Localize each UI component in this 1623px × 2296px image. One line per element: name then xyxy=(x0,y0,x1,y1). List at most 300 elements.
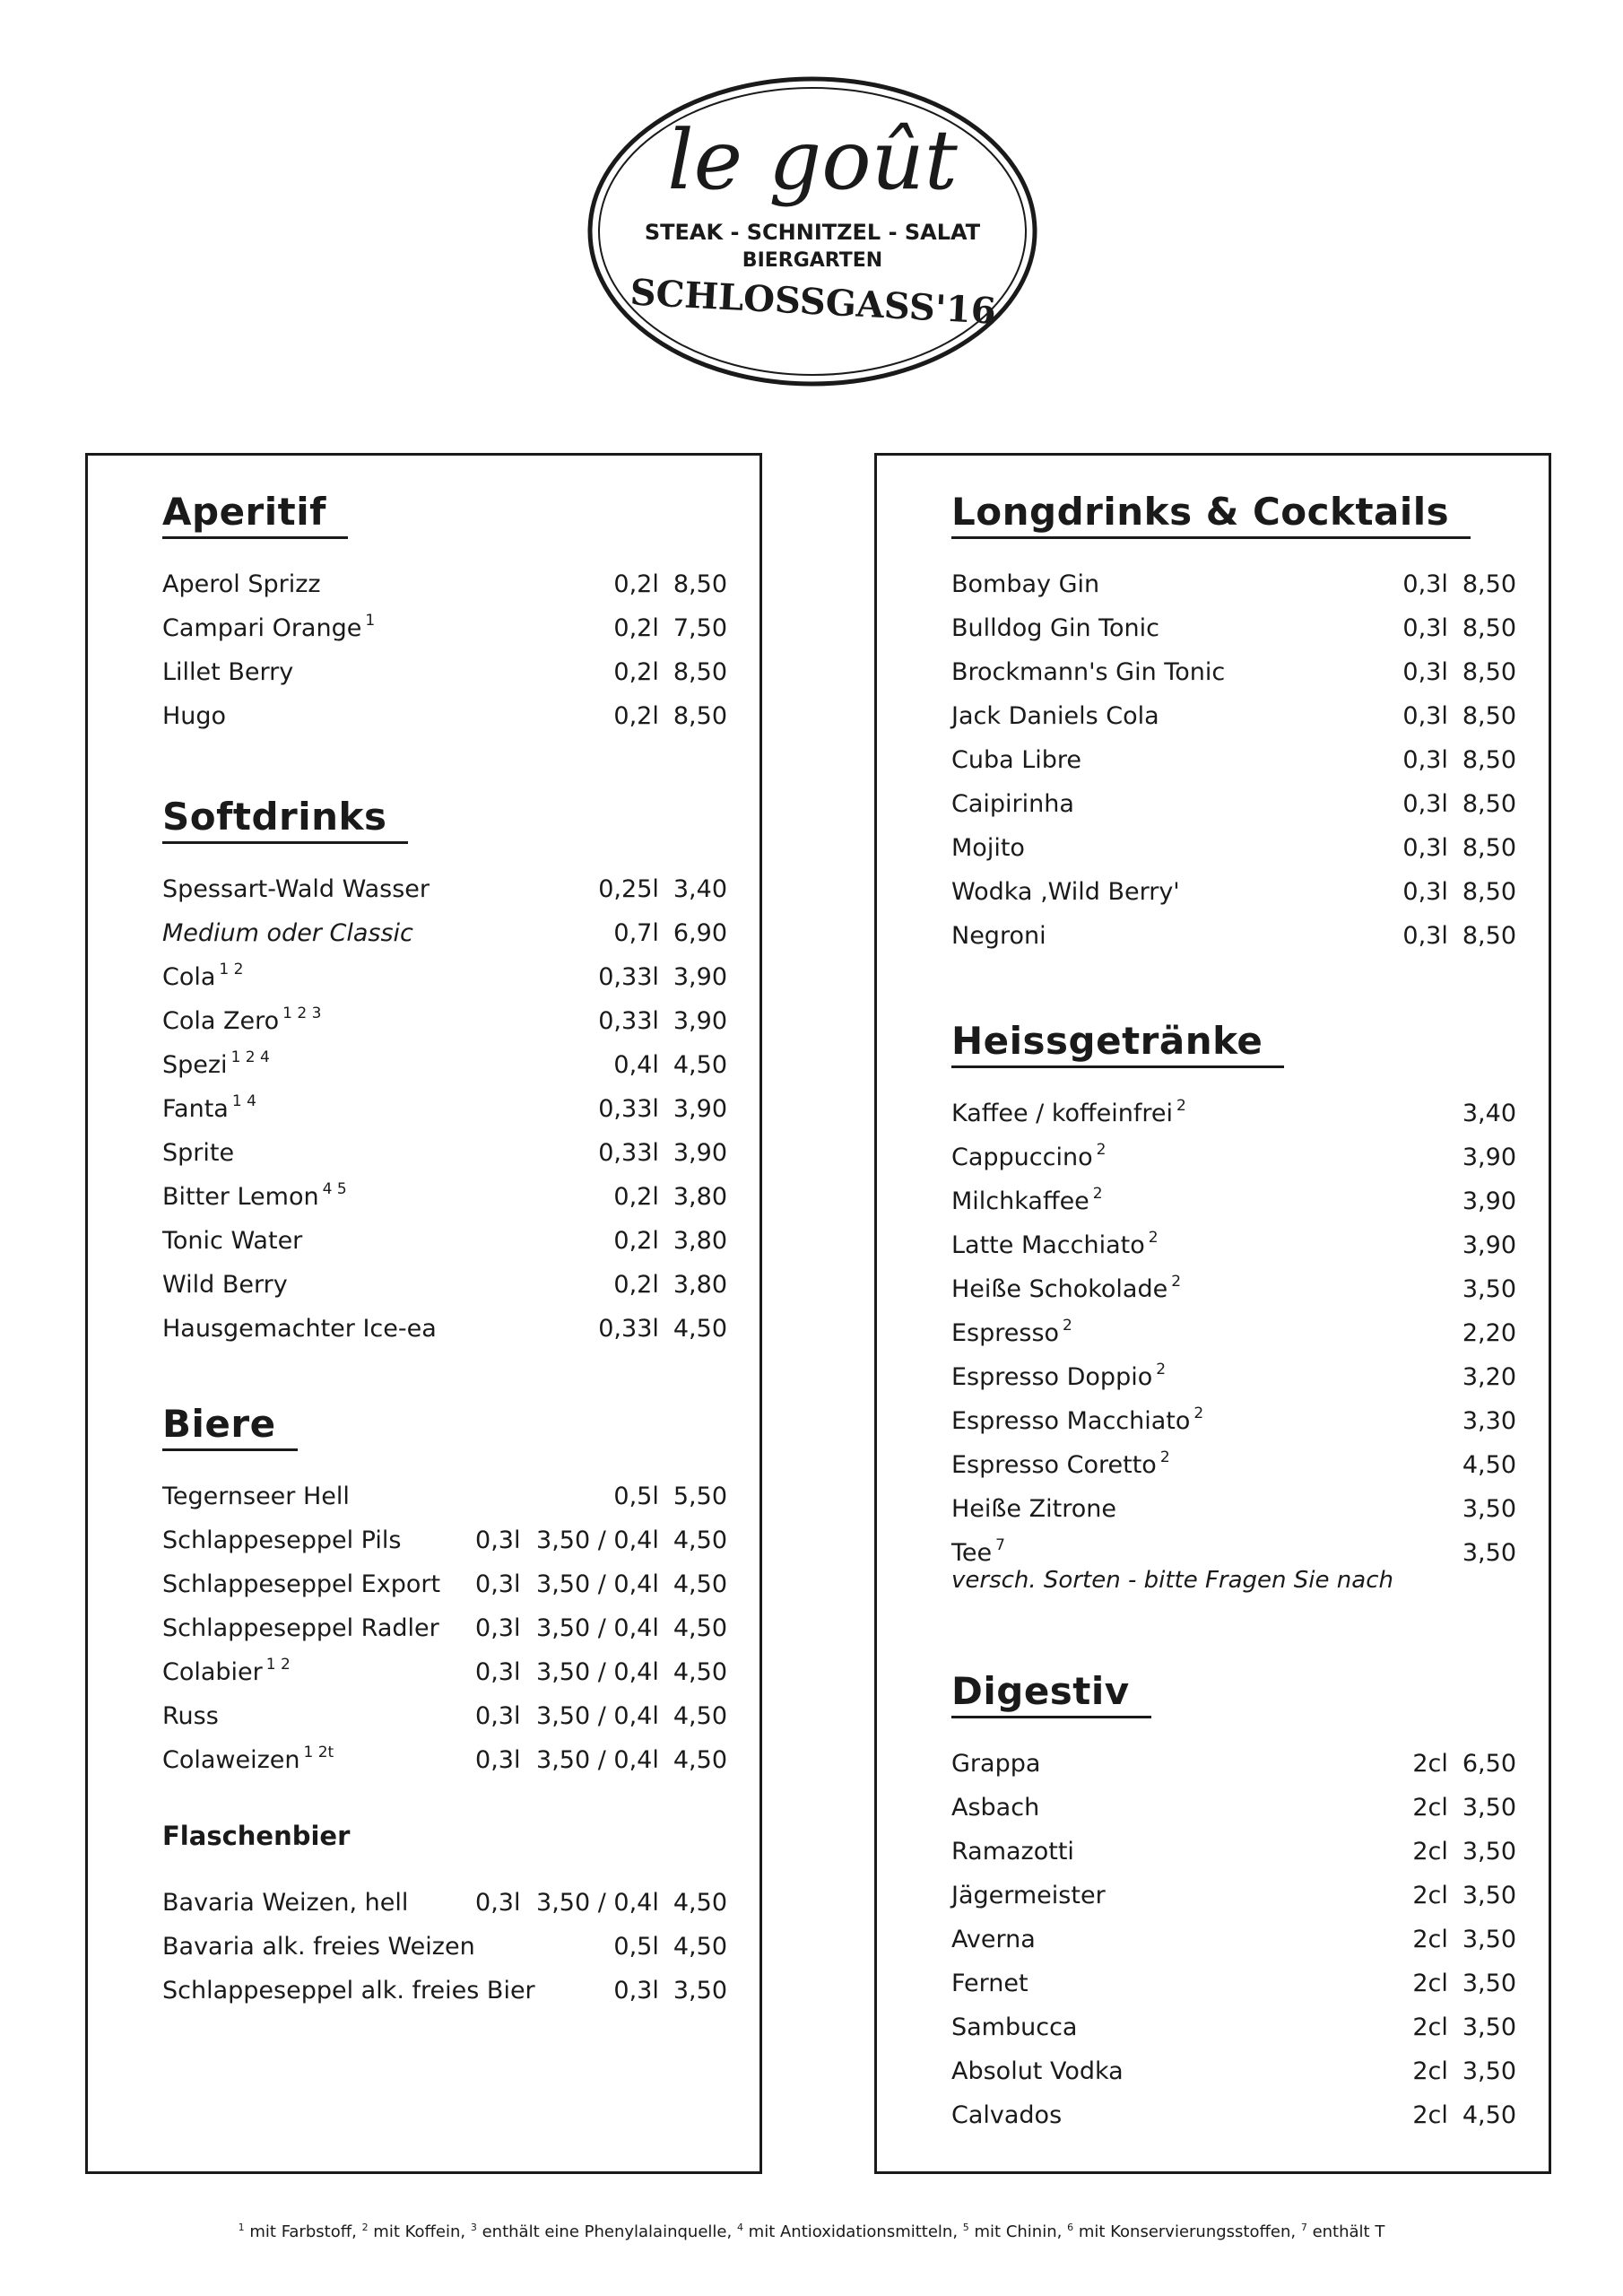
menu-item-row xyxy=(162,1925,727,1969)
item-price: 3,90 xyxy=(1462,1231,1516,1259)
item-price: 3,50 xyxy=(1462,2057,1516,2085)
item-size: 0,3l xyxy=(475,1889,521,1917)
item-price-group xyxy=(1462,1091,1516,1135)
item-size: 0,2l xyxy=(613,614,659,642)
allergen-marker: 2 xyxy=(1063,1317,1072,1335)
item-list xyxy=(951,1742,1516,2137)
item-name xyxy=(951,2049,1124,2093)
item-size-price-pair xyxy=(475,1518,673,1562)
item-size: 0,3l xyxy=(1402,614,1448,642)
item-price: 4,50 xyxy=(673,1570,727,1598)
item-price: 8,50 xyxy=(1462,570,1516,598)
menu-item-row xyxy=(951,826,1516,870)
allergen-marker: 2 xyxy=(1092,1185,1103,1203)
menu-item-row xyxy=(162,606,727,650)
item-price-group xyxy=(1367,1874,1516,1918)
item-name xyxy=(162,1650,291,1694)
item-price-group xyxy=(578,694,727,738)
item-price: 8,50 xyxy=(1462,614,1516,642)
section-title: Biere xyxy=(162,1402,276,1446)
item-price-group xyxy=(1462,1487,1516,1531)
item-name xyxy=(951,738,1081,782)
menu-item-row xyxy=(162,1562,727,1606)
footnote-number: 3 xyxy=(470,2222,477,2233)
item-size: 0,2l xyxy=(613,1271,659,1299)
title-underline xyxy=(162,841,408,844)
item-name xyxy=(162,999,321,1043)
item-name xyxy=(951,1830,1074,1874)
item-name xyxy=(162,1474,350,1518)
menu-item-row xyxy=(162,1969,727,2013)
item-name-text: Fanta xyxy=(162,1095,229,1123)
item-size: 0,5l xyxy=(613,1483,659,1510)
item-name xyxy=(951,2093,1062,2137)
item-name xyxy=(162,1043,270,1087)
menu-item-row xyxy=(162,867,727,911)
allergen-marker: 2 xyxy=(1156,1361,1167,1378)
item-name xyxy=(951,1874,1106,1918)
item-name-text: Jägermeister xyxy=(951,1882,1106,1909)
item-name-text: Sambucca xyxy=(951,2013,1078,2041)
item-price: 3,50 xyxy=(1462,2013,1516,2041)
item-price: 8,50 xyxy=(1462,746,1516,774)
item-size: 2cl xyxy=(1412,1838,1448,1866)
item-size: 0,3l xyxy=(475,1526,521,1554)
item-name xyxy=(951,870,1180,914)
item-price-group xyxy=(1367,826,1516,870)
menu-item-row xyxy=(162,1881,727,1925)
item-name-text: Tee xyxy=(951,1539,993,1567)
footnote-text: mit Konservierungsstoffen, xyxy=(1078,2222,1301,2241)
menu-item-row xyxy=(162,999,727,1043)
item-name xyxy=(951,1399,1203,1443)
item-name-text: Hugo xyxy=(162,702,227,730)
allergen-marker: 2 xyxy=(1193,1405,1204,1422)
title-underline xyxy=(951,1065,1284,1068)
item-size-price-pair xyxy=(475,1606,673,1650)
footnote-text: enthält eine Phenylalainquelle, xyxy=(482,2222,737,2241)
item-size: 0,3l xyxy=(1402,658,1448,686)
section-aperitif xyxy=(162,490,727,738)
item-size: 0,33l xyxy=(598,963,659,991)
item-name-text: Lillet Berry xyxy=(162,658,294,686)
title-underline xyxy=(951,1716,1151,1718)
item-name-text: Heiße Zitrone xyxy=(951,1495,1116,1523)
item-price: 8,50 xyxy=(1462,658,1516,686)
footnote-number: 1 xyxy=(238,2222,245,2233)
item-name xyxy=(951,606,1159,650)
item-name xyxy=(162,1694,219,1738)
item-size-price-pair xyxy=(475,1881,673,1925)
subsection-title: Flaschenbier xyxy=(162,1821,351,1851)
logo-line1: STEAK - SCHNITZEL - SALAT xyxy=(644,220,981,245)
menu-item-row xyxy=(951,1961,1516,2005)
item-name xyxy=(951,1961,1028,2005)
menu-item-row xyxy=(162,1307,727,1351)
item-name-text: Colabier xyxy=(162,1658,263,1686)
item-price-group xyxy=(578,1087,727,1131)
allergen-marker: 1 2 xyxy=(265,1656,291,1674)
menu-item-row xyxy=(951,2093,1516,2137)
item-price: 8,50 xyxy=(1462,878,1516,906)
item-name xyxy=(162,955,243,999)
menu-item-row xyxy=(951,1091,1516,1135)
item-size: 2cl xyxy=(1412,2013,1448,2041)
menu-item-row xyxy=(951,2049,1516,2093)
item-list xyxy=(162,867,727,1351)
logo-line2: BIERGARTEN xyxy=(742,249,883,272)
item-price-group xyxy=(1462,1223,1516,1267)
item-name xyxy=(162,1969,535,2013)
item-name xyxy=(162,606,375,650)
item-name xyxy=(162,1925,475,1969)
item-price-group xyxy=(1367,738,1516,782)
item-name xyxy=(162,1738,334,1782)
item-size: 0,3l xyxy=(1402,922,1448,950)
item-list xyxy=(951,1091,1516,1612)
item-size: 2cl xyxy=(1412,2101,1448,2129)
menu-item-row xyxy=(162,1263,727,1307)
item-price: 2,20 xyxy=(1462,1319,1516,1347)
item-size: 0,33l xyxy=(598,1007,659,1035)
item-list xyxy=(162,1881,727,2013)
item-name-text: Absolut Vodka xyxy=(951,2057,1124,2085)
item-size: 0,3l xyxy=(613,1977,659,2005)
section-title: Digestiv xyxy=(951,1669,1130,1713)
item-price: 8,50 xyxy=(673,702,727,730)
menu-item-row xyxy=(951,782,1516,826)
item-size: 0,3l xyxy=(1402,702,1448,730)
item-name xyxy=(951,1179,1103,1223)
menu-item-row xyxy=(162,911,727,955)
footnote-text: mit Chinin, xyxy=(974,2222,1068,2241)
item-price-group xyxy=(1462,1267,1516,1311)
item-price-group xyxy=(578,867,727,911)
item-price-group xyxy=(578,1969,727,2013)
item-list xyxy=(162,562,727,738)
menu-item-row xyxy=(951,650,1516,694)
item-size: 2cl xyxy=(1412,1882,1448,1909)
item-name xyxy=(162,1518,401,1562)
item-name-text: Kaffee / koffeinfrei xyxy=(951,1100,1174,1127)
item-name-text: Campari Orange xyxy=(162,614,362,642)
item-price: 5,50 xyxy=(673,1483,727,1510)
item-price: 3,50 xyxy=(1462,1926,1516,1953)
item-size: 0,2l xyxy=(613,1183,659,1211)
item-name-text: Colaweizen xyxy=(162,1746,300,1774)
item-name-text: Espresso Coretto xyxy=(951,1451,1157,1479)
item-name xyxy=(162,1263,288,1307)
menu-item-row xyxy=(951,1443,1516,1487)
menu-item-row xyxy=(951,1135,1516,1179)
item-name-text: Spessart-Wald Wasser xyxy=(162,875,430,903)
item-price-group xyxy=(578,999,727,1043)
item-name-text: Espresso xyxy=(951,1319,1060,1347)
right-menu-panel xyxy=(874,453,1551,2174)
item-name-text: Ramazotti xyxy=(951,1838,1074,1866)
footnote-text: mit Farbstoff, xyxy=(249,2222,362,2241)
item-name xyxy=(951,1918,1036,1961)
menu-item-row xyxy=(951,1267,1516,1311)
item-price: 3,50 xyxy=(1462,1275,1516,1303)
item-name xyxy=(951,1355,1166,1399)
item-price: 3,50 xyxy=(1462,1838,1516,1866)
item-price: 3,50 xyxy=(1462,1882,1516,1909)
item-price: 3,80 xyxy=(673,1227,727,1255)
item-price-group xyxy=(1367,650,1516,694)
item-size: 0,3l xyxy=(475,1614,521,1642)
item-size: 0,33l xyxy=(598,1139,659,1167)
item-price-group xyxy=(578,1175,727,1219)
item-price-group xyxy=(1367,2049,1516,2093)
item-price: 8,50 xyxy=(1462,790,1516,818)
item-price-group xyxy=(1462,1531,1516,1575)
item-size: 0,3l xyxy=(1402,746,1448,774)
item-price: 8,50 xyxy=(673,570,727,598)
section-longdrinks xyxy=(951,490,1516,958)
item-name-text: Medium oder Classic xyxy=(162,919,413,947)
item-price: 3,50 xyxy=(1462,1794,1516,1822)
menu-item-row xyxy=(951,738,1516,782)
title-underline xyxy=(162,536,348,539)
item-size: 2cl xyxy=(1412,2057,1448,2085)
footnote-text: enthält T xyxy=(1312,2222,1385,2241)
allergen-marker: 2 xyxy=(1159,1448,1170,1466)
item-price: 3,50 xyxy=(1462,1539,1516,1567)
item-name xyxy=(162,1562,440,1606)
item-size: 0,33l xyxy=(598,1315,659,1343)
item-name-text: Cola xyxy=(162,963,216,991)
item-name-text: Bulldog Gin Tonic xyxy=(951,614,1160,642)
item-note: versch. Sorten - bitte Fragen Sie nach xyxy=(951,1567,1393,1594)
menu-item-row xyxy=(951,1487,1516,1531)
item-name xyxy=(162,1131,234,1175)
section-softdrinks xyxy=(162,795,727,1351)
item-price-group xyxy=(578,1263,727,1307)
item-price: 6,90 xyxy=(673,919,727,947)
item-name xyxy=(162,1881,408,1925)
item-price-group xyxy=(578,606,727,650)
menu-item-row xyxy=(162,650,727,694)
item-price-group xyxy=(1462,1179,1516,1223)
item-name xyxy=(162,694,226,738)
allergen-marker: 1 2 xyxy=(219,961,244,978)
item-name-text: Tegernseer Hell xyxy=(162,1483,350,1510)
item-price-group xyxy=(1367,1742,1516,1786)
item-name xyxy=(951,1091,1186,1135)
item-name-text: Heiße Schokolade xyxy=(951,1275,1168,1303)
item-name-text: Schlappeseppel Export xyxy=(162,1570,441,1598)
menu-item-row xyxy=(951,1874,1516,1918)
item-name-text: Wild Berry xyxy=(162,1271,288,1299)
item-name-text: Bombay Gin xyxy=(951,570,1100,598)
item-price-group xyxy=(578,562,727,606)
item-price-group xyxy=(475,1606,727,1650)
item-name-text: Brockmann's Gin Tonic xyxy=(951,658,1226,686)
item-price: 4,50 xyxy=(673,1526,727,1554)
item-price-small: 3,50 / 0,4l xyxy=(536,1746,659,1774)
section-heissgetraenke xyxy=(951,1019,1516,1612)
allergen-marker: 2 xyxy=(1171,1273,1182,1291)
allergen-footnote xyxy=(0,2222,1623,2241)
footnote-number: 6 xyxy=(1067,2222,1074,2233)
item-name-text: Cappuccino xyxy=(951,1144,1093,1171)
footnote-number: 4 xyxy=(736,2222,743,2233)
item-price-group xyxy=(1367,1786,1516,1830)
footnote-number: 7 xyxy=(1300,2222,1307,2233)
item-price: 8,50 xyxy=(1462,834,1516,862)
item-size: 0,3l xyxy=(1402,834,1448,862)
menu-item-row xyxy=(951,1742,1516,1786)
item-size: 0,2l xyxy=(613,1227,659,1255)
item-name-text: Spezi xyxy=(162,1051,228,1079)
item-name-text: Schlappeseppel Pils xyxy=(162,1526,402,1554)
item-price: 3,90 xyxy=(1462,1187,1516,1215)
item-price: 4,50 xyxy=(673,1702,727,1730)
item-size-price-pair xyxy=(475,1694,673,1738)
item-price: 3,20 xyxy=(1462,1363,1516,1391)
item-name xyxy=(162,1087,256,1131)
menu-item-row xyxy=(951,606,1516,650)
item-name-text: Mojito xyxy=(951,834,1025,862)
item-price-group xyxy=(1462,1399,1516,1443)
menu-item-row xyxy=(951,1179,1516,1223)
item-size: 0,3l xyxy=(475,1702,521,1730)
item-price-group xyxy=(578,1925,727,1969)
item-price-group xyxy=(578,911,727,955)
item-name-text: Milchkaffee xyxy=(951,1187,1089,1215)
item-size-price-pair xyxy=(475,1738,673,1782)
menu-item-row xyxy=(162,1043,727,1087)
item-name xyxy=(951,1786,1039,1830)
menu-item-row xyxy=(951,1311,1516,1355)
item-size: 2cl xyxy=(1412,1750,1448,1778)
item-price: 3,90 xyxy=(1462,1144,1516,1171)
item-price-group xyxy=(578,650,727,694)
item-name xyxy=(951,1223,1159,1267)
item-size: 0,4l xyxy=(613,1051,659,1079)
item-size-price-pair xyxy=(475,1650,673,1694)
item-name-text: Averna xyxy=(951,1926,1036,1953)
menu-item-row xyxy=(951,1786,1516,1830)
item-price: 4,50 xyxy=(673,1933,727,1961)
footnote-number: 5 xyxy=(962,2222,969,2233)
item-size: 0,7l xyxy=(613,919,659,947)
item-price-group xyxy=(1367,1961,1516,2005)
menu-item-row xyxy=(162,1606,727,1650)
item-name-text: Bavaria Weizen, hell xyxy=(162,1889,409,1917)
item-price: 3,40 xyxy=(1462,1100,1516,1127)
title-underline xyxy=(951,536,1471,539)
item-name-text: Negroni xyxy=(951,922,1046,950)
item-size: 0,2l xyxy=(613,570,659,598)
item-size: 2cl xyxy=(1412,1794,1448,1822)
item-name-text: Latte Macchiato xyxy=(951,1231,1145,1259)
menu-item-row xyxy=(951,694,1516,738)
footnote-text: mit Antioxidationsmitteln, xyxy=(748,2222,963,2241)
item-price-group xyxy=(1462,1443,1516,1487)
menu-item-row xyxy=(162,694,727,738)
item-price: 4,50 xyxy=(673,1315,727,1343)
item-price: 8,50 xyxy=(673,658,727,686)
item-price: 3,50 xyxy=(673,1977,727,2005)
item-size: 0,3l xyxy=(1402,790,1448,818)
item-price: 4,50 xyxy=(673,1614,727,1642)
menu-item-row xyxy=(951,1830,1516,1874)
item-name xyxy=(162,1307,437,1351)
item-name-text: Wodka ‚Wild Berry' xyxy=(951,878,1180,906)
item-price: 7,50 xyxy=(673,614,727,642)
menu-item-row xyxy=(951,1531,1516,1612)
menu-item-row xyxy=(162,1738,727,1782)
item-name xyxy=(162,1219,302,1263)
item-price-group xyxy=(1462,1311,1516,1355)
item-name xyxy=(162,562,321,606)
item-price-group xyxy=(1367,2093,1516,2137)
item-price-group xyxy=(1367,694,1516,738)
item-price: 3,90 xyxy=(673,1007,727,1035)
item-price-group xyxy=(1367,914,1516,958)
item-name xyxy=(951,650,1225,694)
item-price-group xyxy=(1462,1355,1516,1399)
menu-item-row xyxy=(162,1694,727,1738)
menu-item-row xyxy=(951,870,1516,914)
menu-item-row xyxy=(162,1087,727,1131)
item-price: 8,50 xyxy=(1462,702,1516,730)
item-price-group xyxy=(578,1474,727,1518)
item-price: 6,50 xyxy=(1462,1750,1516,1778)
item-price-group xyxy=(475,1881,727,1925)
item-name xyxy=(162,867,430,911)
item-price-group xyxy=(475,1518,727,1562)
item-name-text: Calvados xyxy=(951,2101,1063,2129)
section-title: Softdrinks xyxy=(162,795,387,839)
item-price: 4,50 xyxy=(673,1889,727,1917)
item-price: 4,50 xyxy=(673,1746,727,1774)
item-price-group xyxy=(1367,606,1516,650)
menu-item-row xyxy=(162,1175,727,1219)
item-price-group xyxy=(475,1650,727,1694)
item-price-group xyxy=(578,1043,727,1087)
allergen-marker: 2 xyxy=(1148,1229,1159,1247)
allergen-marker: 1 2 3 xyxy=(282,1004,322,1022)
item-price-group xyxy=(578,1219,727,1263)
title-underline xyxy=(162,1448,298,1451)
item-name-text: Cuba Libre xyxy=(951,746,1082,774)
item-price: 3,90 xyxy=(673,1139,727,1167)
item-size: 0,25l xyxy=(598,875,659,903)
item-price-group xyxy=(1367,1830,1516,1874)
item-size: 0,3l xyxy=(475,1570,521,1598)
allergen-marker: 2 xyxy=(1096,1141,1107,1159)
menu-item-row xyxy=(162,1650,727,1694)
footnote-number: 2 xyxy=(361,2222,369,2233)
item-name-text: Jack Daniels Cola xyxy=(951,702,1159,730)
restaurant-logo xyxy=(585,74,1040,389)
item-name xyxy=(951,1742,1040,1786)
item-name xyxy=(162,1175,347,1219)
item-name xyxy=(951,1443,1170,1487)
item-size: 0,5l xyxy=(613,1933,659,1961)
allergen-marker: 7 xyxy=(995,1536,1005,1554)
item-price: 3,90 xyxy=(673,963,727,991)
item-name-text: Bitter Lemon xyxy=(162,1183,319,1211)
menu-item-row xyxy=(162,1518,727,1562)
item-size-price-pair xyxy=(475,1562,673,1606)
menu-item-row xyxy=(162,955,727,999)
item-price: 3,80 xyxy=(673,1183,727,1211)
menu-item-row xyxy=(951,1355,1516,1399)
